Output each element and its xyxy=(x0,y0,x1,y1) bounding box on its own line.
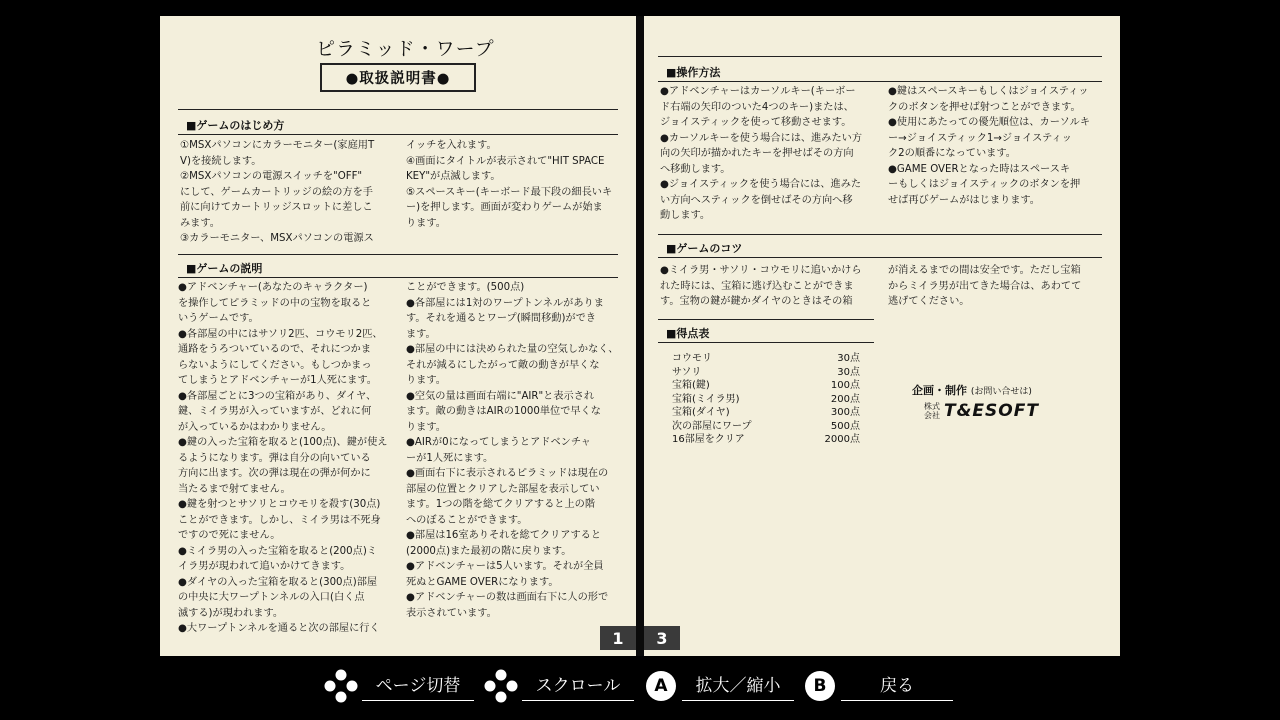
text-line: の中央に大ワープトンネルの入口(白く点 xyxy=(178,592,365,603)
divider xyxy=(658,257,1102,258)
text-line: へのぼることができます。 xyxy=(406,514,528,526)
text-line: ジョイスティックを使って移動させます。 xyxy=(660,117,852,128)
dpad-icon xyxy=(484,669,518,703)
section-heading-start: ■ゲームのはじめ方 xyxy=(186,119,285,132)
text-line: を操作してピラミッドの中の宝物を取ると xyxy=(178,297,372,309)
text-line: ●ジョイスティックを使う場合には、進みた xyxy=(660,179,862,190)
score-row xyxy=(672,433,860,447)
text-line: ●ダイヤの入った宝箱を取ると(300点)部屋 xyxy=(178,576,378,588)
text-line: イッチを入れます。 xyxy=(406,140,497,151)
text-line: 逃げてください。 xyxy=(888,296,970,307)
text-line: ●空気の量は画面右端に"AIR"と表示され xyxy=(406,390,595,402)
text-line: 前に向けてカートリッジスロットに差しこ xyxy=(180,202,373,213)
back-hint[interactable] xyxy=(805,668,953,704)
text-line: 滅する)が現われます。 xyxy=(178,607,284,619)
divider xyxy=(658,319,874,320)
score-points: 30点 xyxy=(837,353,860,364)
text-line: ●GAME OVERとなった時はスペースキ xyxy=(888,163,1071,175)
text-line: ●部屋は16室ありそれを総てクリアすると xyxy=(406,530,602,541)
text-line: ●カーソルキーを使う場合には、進みたい方 xyxy=(660,132,863,144)
divider xyxy=(658,56,1102,57)
text-line: ●鍵の入った宝箱を取ると(100点)、鍵が使え xyxy=(178,437,388,448)
text-line: ●アドベンチャーは5人います。それが全員 xyxy=(406,561,604,572)
text-line: が消えるまでの間は安全です。ただし宝箱 xyxy=(888,265,1081,276)
text-line: てしまうとアドベンチャーが1人死にます。 xyxy=(178,375,377,386)
text-line: ●各部屋には1対のワープトンネルがありま xyxy=(406,297,604,309)
text-line: ●部屋の中には決められた量の空気しかなく、 xyxy=(406,344,619,355)
text-line: V)を接続します。 xyxy=(180,155,262,167)
text-line: ります。 xyxy=(406,375,446,386)
text-line: ●大ワープトンネルを通ると次の部屋に行く xyxy=(178,623,380,634)
score-item: サソリ xyxy=(672,366,702,378)
section-heading-score: ■得点表 xyxy=(666,327,710,340)
text-line: 通路をうろついているので、それにつかま xyxy=(178,344,372,355)
section-heading-description: ■ゲームの説明 xyxy=(186,262,263,275)
score-item: 宝箱(ダイヤ) xyxy=(672,407,730,418)
publisher-contact: (お問い合せは) xyxy=(970,387,1032,397)
text-line: ●使用にあたっての優先順位は、カーソルキ xyxy=(888,117,1091,128)
score-row xyxy=(672,352,860,366)
text-line: みます。 xyxy=(180,217,220,229)
text-line: ●各部屋の中にはサソリ2匹、コウモリ2匹、 xyxy=(178,328,383,340)
text-line: ⑤スペースキー(キーボード最下段の細長いキ xyxy=(406,186,613,198)
text-line: それが減るにしたがって敵の動きが早くな xyxy=(406,359,600,371)
text-column-controls-2 xyxy=(888,84,1114,208)
text-line: へ移動します。 xyxy=(660,163,731,175)
text-line: ●ミイラ男の入った宝箱を取ると(200点)ミ xyxy=(178,545,377,557)
text-line: が入っているかはわかりません。 xyxy=(178,421,332,433)
text-line: ●ミイラ男・サソリ・コウモリに追いかけら xyxy=(660,265,862,276)
scroll-label: スクロール xyxy=(522,671,634,701)
divider xyxy=(658,234,1102,235)
text-column-tips-1 xyxy=(660,263,886,310)
score-item: 次の部屋にワープ xyxy=(672,420,752,432)
divider xyxy=(178,134,618,135)
score-item: 16部屋をクリア xyxy=(672,434,745,445)
text-line: ーもしくはジョイスティックのボタンを押 xyxy=(888,179,1081,190)
publisher-credit: 企画・制作 (お問い合せは) 株式 会社 T&ESOFT xyxy=(912,384,1039,421)
divider xyxy=(658,81,1102,82)
text-line: 部屋の位置とクリアした部屋を表示してい xyxy=(406,483,600,495)
text-line: ります。 xyxy=(406,217,446,229)
divider xyxy=(658,342,874,343)
text-line: れた時には、宝箱に逃げ込むことができま xyxy=(660,280,854,292)
text-line: ことができます。しかし、ミイラ男は不死身 xyxy=(178,514,381,526)
divider xyxy=(178,109,618,110)
scroll-hint[interactable] xyxy=(484,668,634,704)
score-points: 2000点 xyxy=(824,434,860,445)
score-row xyxy=(672,366,860,380)
score-row xyxy=(672,420,860,434)
text-line: ます。敵の動きはAIRの1000単位で早くな xyxy=(406,406,601,417)
text-line: ①MSXパソコンにカラーモニター(家庭用T xyxy=(180,140,375,151)
text-line: からミイラ男が出てきた場合は、あわてて xyxy=(888,280,1082,292)
divider xyxy=(178,277,618,278)
score-points: 300点 xyxy=(830,407,860,418)
text-line: るようになります。弾は自分の向いている xyxy=(178,452,371,464)
text-line: 鍵、ミイラ男が入っていますが、どれに何 xyxy=(178,406,372,417)
text-line: す。宝物の鍵が鍵かダイヤのときはその箱 xyxy=(660,296,853,307)
text-line: ②MSXパソコンの電源スイッチを"OFF" xyxy=(180,171,363,182)
text-column-start-2 xyxy=(406,138,622,231)
score-row xyxy=(672,379,860,393)
text-column-controls-1 xyxy=(660,84,886,224)
text-line: ④画面にタイトルが表示されて"HIT SPACE xyxy=(406,155,605,167)
a-button-icon: A xyxy=(646,671,676,701)
text-line: ●鍵を射つとサソリとコウモリを殺す(30点) xyxy=(178,499,381,510)
score-points: 500点 xyxy=(830,420,860,432)
score-points: 100点 xyxy=(830,380,860,391)
text-line: ●画面右下に表示されるピラミッドは現在の xyxy=(406,468,609,479)
manual-title: ピラミッド・ワープ xyxy=(316,38,495,60)
text-line: ●AIRが0になってしまうとアドベンチャ xyxy=(406,437,591,448)
dpad-icon xyxy=(324,669,358,703)
page-switch-hint[interactable] xyxy=(324,668,474,704)
text-line: ですので死にません。 xyxy=(178,530,281,541)
section-heading-tips: ■ゲームのコツ xyxy=(666,242,743,255)
text-column-start-1 xyxy=(180,138,398,247)
score-row xyxy=(672,393,860,407)
score-item: 宝箱(ミイラ男) xyxy=(672,393,740,405)
b-button-icon: B xyxy=(805,671,835,701)
manual-page-right xyxy=(644,16,1120,656)
score-points: 30点 xyxy=(837,366,860,378)
text-line: ます。 xyxy=(406,328,436,340)
text-line: にして、ゲームカートリッジの絵の方を手 xyxy=(180,186,373,198)
text-line: 方向に出ます。次の弾は現在の弾が何かに xyxy=(178,468,371,479)
score-item: 宝箱(鍵) xyxy=(672,380,710,391)
manual-page-left xyxy=(160,16,636,656)
text-column-tips-2 xyxy=(888,263,1114,310)
text-line: 向の矢印が描かれたキーを押せばその方向 xyxy=(660,148,854,159)
back-label: 戻る xyxy=(841,671,953,701)
text-line: ド右端の矢印のついた4つのキー)または、 xyxy=(660,101,854,113)
manual-subtitle: ●取扱説明書● xyxy=(320,63,476,92)
section-heading-controls: ■操作方法 xyxy=(666,66,721,79)
text-column-description-1 xyxy=(178,280,400,637)
text-line: 当たるまで射てません。 xyxy=(178,483,291,495)
score-row xyxy=(672,406,860,420)
text-line: らないようにしてください。もしつかまっ xyxy=(178,359,372,371)
text-line: ことができます。(500点) xyxy=(406,282,525,293)
text-line: 死ぬとGAME OVERになります。 xyxy=(406,576,559,588)
text-line: イラ男が現われて追いかけてきます。 xyxy=(178,561,351,572)
text-line: 動します。 xyxy=(660,210,711,221)
page-switch-label: ページ切替 xyxy=(362,671,474,701)
text-line: いうゲームです。 xyxy=(178,313,259,324)
text-column-description-2 xyxy=(406,280,624,621)
text-line: 表示されています。 xyxy=(406,607,497,619)
page-number-left: 1 xyxy=(600,626,636,650)
text-line: ●アドベンチャー(あなたのキャラクター) xyxy=(178,282,368,293)
text-line: い方向へスティックを倒せばその方向へ移 xyxy=(660,194,853,206)
text-line: KEY"が点滅します。 xyxy=(406,171,501,182)
text-line: ります。 xyxy=(406,421,446,433)
text-line: ー)を押します。画面が変わりゲームが始ま xyxy=(406,202,603,213)
text-line: す。それを通るとワープ(瞬間移動)ができ xyxy=(406,313,596,324)
text-line: ●各部屋ごとに3つの宝箱があり、ダイヤ、 xyxy=(178,390,377,402)
text-line: ③カラーモニター、MSXパソコンの電源ス xyxy=(180,233,374,244)
score-table xyxy=(672,352,860,447)
publisher-label: 企画・制作 xyxy=(912,384,967,397)
zoom-hint[interactable] xyxy=(646,668,794,704)
text-line: ●アドベンチャーの数は画面右下に人の形で xyxy=(406,592,609,603)
zoom-label: 拡大／縮小 xyxy=(682,671,794,701)
text-line: クのボタンを押せば射つことができます。 xyxy=(888,101,1081,113)
text-line: ●アドベンチャーはカーソルキー(キーボー xyxy=(660,86,856,97)
page-number-right: 3 xyxy=(644,626,680,650)
text-line: (2000点)また最初の階に戻ります。 xyxy=(406,545,572,557)
divider xyxy=(178,254,618,255)
text-line: ー→ジョイスティック1→ジョイスティッ xyxy=(888,132,1072,144)
text-line: ク2の順番になっています。 xyxy=(888,148,1016,159)
control-hints-bar xyxy=(0,668,1280,708)
text-line: ●鍵はスペースキーもしくはジョイスティッ xyxy=(888,86,1089,97)
score-points: 200点 xyxy=(830,393,860,405)
text-line: せば再びゲームがはじまります。 xyxy=(888,194,1040,206)
text-line: ーが1人死にます。 xyxy=(406,452,494,464)
text-line: ます。1つの階を総てクリアすると上の階 xyxy=(406,499,596,510)
book-spine xyxy=(636,16,644,656)
publisher-logo: T&ESOFT xyxy=(944,401,1039,421)
score-item: コウモリ xyxy=(672,353,712,364)
